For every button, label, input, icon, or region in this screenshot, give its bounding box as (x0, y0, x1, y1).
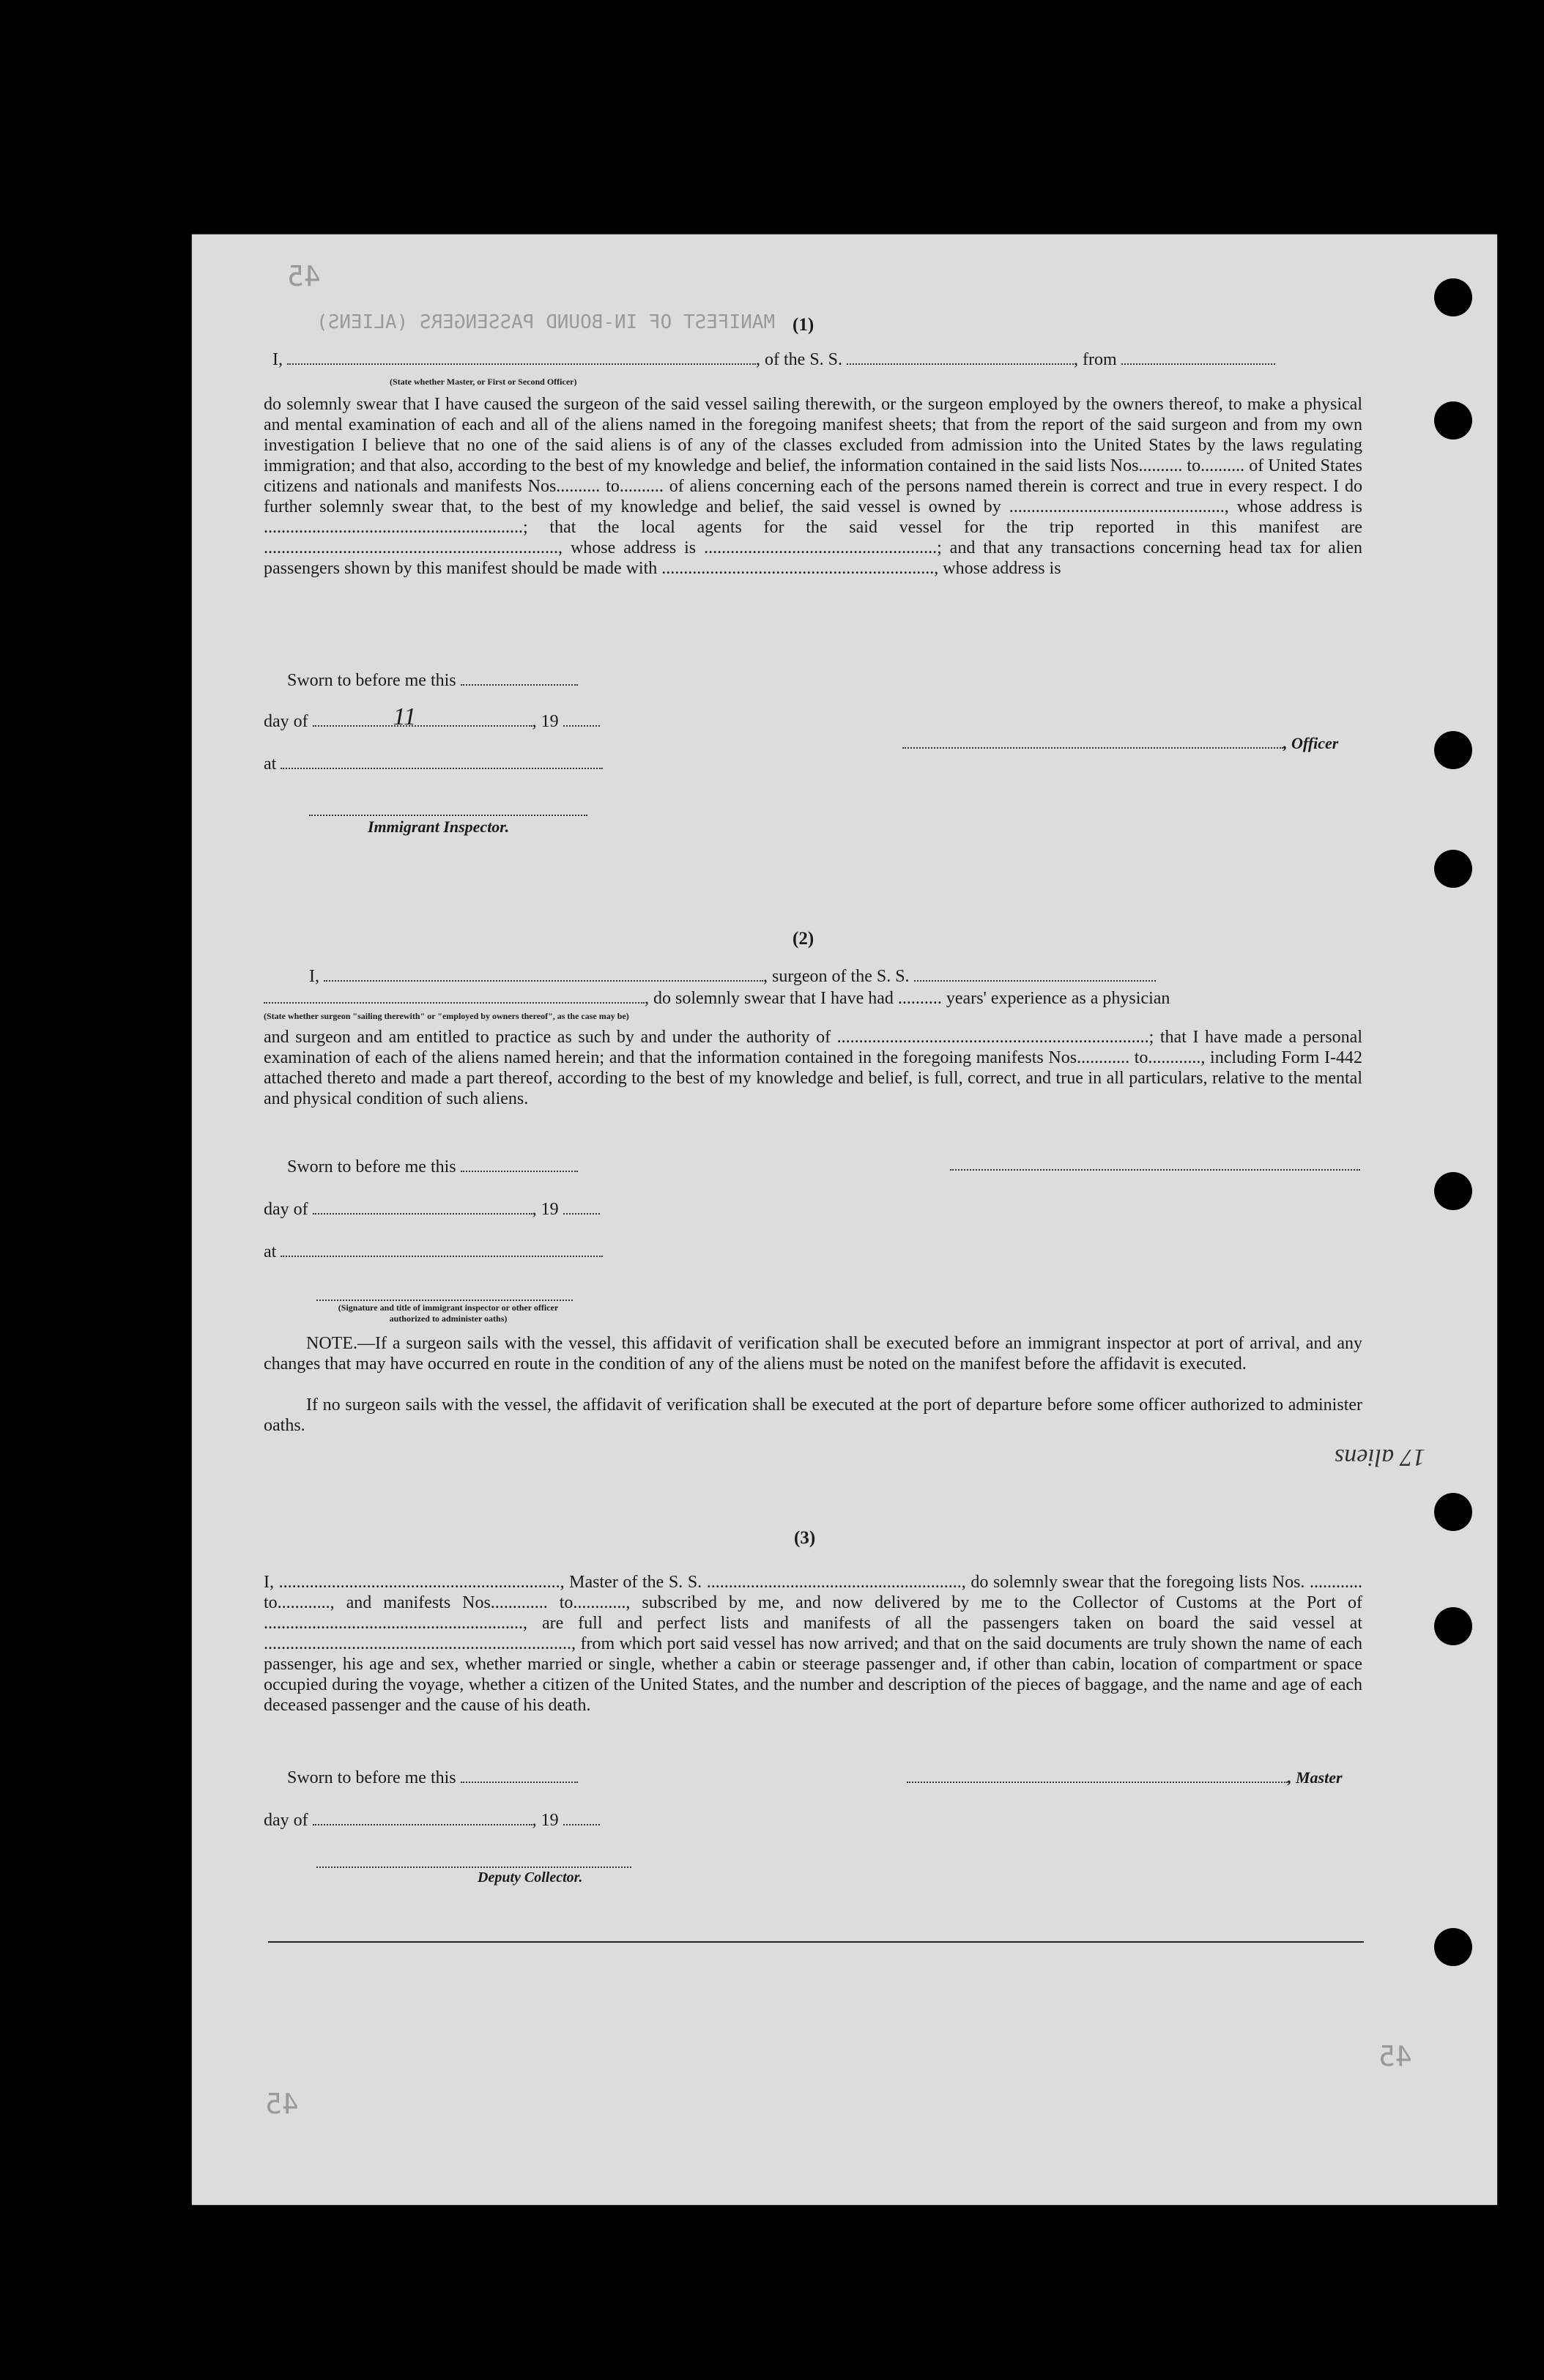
binder-hole (1434, 1172, 1472, 1210)
section-2-header-line: I, , surgeon of the S. S. (309, 967, 1364, 987)
collector-signature-line (316, 1866, 631, 1868)
bleed-through-page-number-top: 45 (287, 260, 321, 292)
signature-title-note: (Signature and title of immigrant inspector or other officer authorized to administer oaths) (338, 1302, 559, 1324)
manifest-page (192, 234, 1497, 2205)
section-2-body: and surgeon and am entitled to practice as such by and under the authority of .......................................................................; that I have made a personal examination of each of the aliens named herein; and that the information contained in the foregoing manifests Nos............ to............, including Form I-442 attached thereto and made a part thereof, according to the best of my knowledge and belief, is full, correct, and true in all particulars, relative to the mental and physical condition of such aliens. (264, 1028, 1362, 1108)
section-2-at: at (264, 1242, 603, 1262)
pencil-annotation: 17 aliens (1335, 1444, 1425, 1471)
section-1-number: (1) (793, 315, 814, 335)
section-2-signature-line (950, 1169, 1360, 1171)
section-3-sworn: Sworn to before me this (287, 1768, 578, 1788)
page-number-bottom-right: 45 (1378, 2040, 1412, 2072)
binder-hole (1434, 850, 1472, 888)
section-2-swear-line: , do solemnly swear that I have had .......... years' experience as a physician (264, 989, 1362, 1009)
section-2-sworn: Sworn to before me this (287, 1157, 578, 1177)
binder-hole (1434, 731, 1472, 769)
section-2-number: (2) (793, 929, 814, 949)
deputy-collector-label: Deputy Collector. (478, 1869, 583, 1886)
section-1-at: at (264, 755, 603, 774)
section-1-day: day of 11 , 19 (264, 712, 600, 732)
binder-hole (1434, 1928, 1472, 1966)
binder-hole (1434, 278, 1472, 316)
surgeon-note: (State whether surgeon "sailing therewith" or "employed by owners thereof", as the case may be) (264, 1011, 629, 1021)
section-1-sworn: Sworn to before me this (287, 671, 578, 691)
section-3-body: I, ................................................................, Master of the S. S. .........................................................., do solemnly swear that the foregoing lists Nos. ............ to............, and manifests Nos............. to............, subscribed by me, and now delivered by me to the Collector of Customs at the Port of ..........................................................., are full and perfect lists and manifests of all the passengers taken on board the said vessel at ......................................................................, from which port said vessel has now arrived; and that on the said documents are truly shown the name of each passenger, his age and sex, whether married or single, whether a cabin or steerage passenger and, if other than cabin, location of compartment or space occupied during the voyage, whether a citizen of the United States, and the number and description of the pieces of baggage, and the name and age of each deceased passenger and the cause of his death. (264, 1573, 1362, 1715)
binder-hole (1434, 1493, 1472, 1531)
binder-hole (1434, 1607, 1472, 1645)
section-2-day: day of , 19 (264, 1200, 600, 1220)
handwritten-day: 11 (393, 703, 417, 730)
bottom-rule (268, 1941, 1364, 1943)
section-1-header-line: I, , of the S. S. , from (272, 350, 1415, 370)
section-3-number: (3) (794, 1528, 816, 1548)
master-signature: , Master (907, 1768, 1343, 1788)
section-3-day: day of , 19 (264, 1811, 600, 1831)
note-paragraph-2: If no surgeon sails with the vessel, the affidavit of verification shall be executed at the port of departure before some officer authorized to administer oaths. (264, 1395, 1362, 1435)
inspector-signature-line (309, 815, 587, 816)
binder-hole (1434, 401, 1472, 440)
master-note: (State whether Master, or First or Second Officer) (390, 377, 577, 387)
section-1-oath: do solemnly swear that I have caused the surgeon of the said vessel sailing therewith, or the surgeon employed by the owners thereof, to make a physical and mental examination of each and all of the aliens named in the foregoing manifest sheets; that from the report of the said surgeon and from my own investigation I believe that no one of the said aliens is of any of the classes excluded from admission into the United States by the laws regulating immigration; and that also, according to the best of my knowledge and belief, the information contained in the said lists Nos.......... to.......... of United States citizens and nationals and manifests Nos.......... to.......... of aliens concerning each of the persons named therein is correct and true in every respect. I do further solemnly swear that, to the best of my knowledge and belief, the said vessel is owned by ................................................., whose address is ...........................................................; that the local agents for the said vessel for the trip reported in this manifest are ..................................................................., whose address is .....................................................; and that any transactions concerning head tax for alien passengers shown by this manifest should be made with .............................................................., whose address is (264, 395, 1362, 578)
page-number-bottom-left: 45 (265, 2088, 299, 2120)
immigrant-inspector-label: Immigrant Inspector. (368, 818, 510, 836)
bleed-through-header: MANIFEST OF IN-BOUND PASSENGERS (ALIENS) (316, 311, 776, 333)
note-paragraph-1: NOTE.—If a surgeon sails with the vessel, this affidavit of verification shall be executed before an immigrant inspector at port of arrival, and any changes that may have occurred en route in the condition of any of the aliens must be noted on the manifest before the affidavit is executed. (264, 1334, 1362, 1373)
officer-signature: , Officer (902, 734, 1338, 754)
section-2-inspector-line (316, 1300, 573, 1301)
